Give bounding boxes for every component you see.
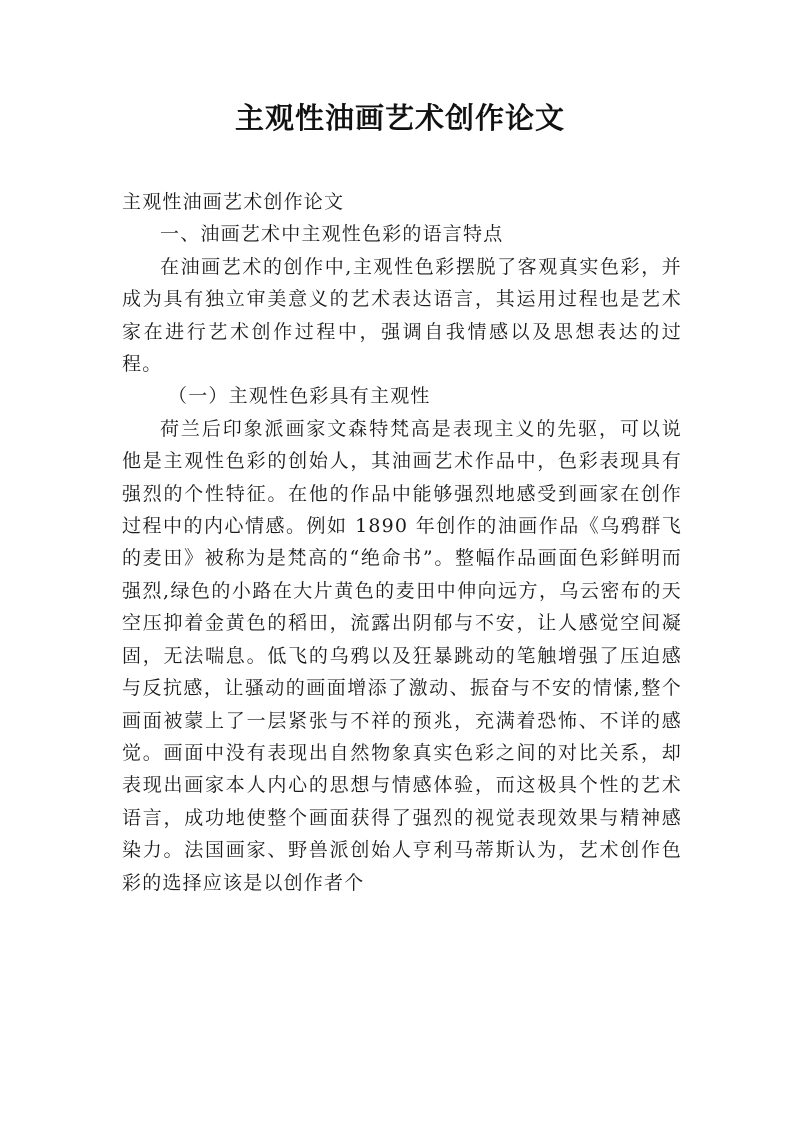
body-paragraph: 在油画艺术的创作中,主观性色彩摆脱了客观真实色彩，并成为具有独立审美意义的艺术表达语言，其运用过程也是艺术家在进行艺术创作过程中，强调自我情感以及思想表达的过程。	[122, 255, 682, 376]
body-paragraph: 荷兰后印象派画家文森特梵高是表现主义的先驱，可以说他是主观性色彩的创始人，其油画艺术作品中，色彩表现具有强烈的个性特征。在他的作品中能够强烈地感受到画家在创作过程中的内心情感。例如 1890 年创作的油画作品《乌鸦群飞的麦田》被称为是梵高的“绝命书”。整幅作品画面色彩鲜明而强烈,绿色的小路在大片黄色的麦田中伸向远方，乌云密布的天空压抑着金黄色的稻田，流露出阴郁与不安，让人感觉空间凝固，无法喘息。低飞的乌鸦以及狂暴跳动的笔触增强了压迫感与反抗感，让骚动的画面增添了激动、振奋与不安的情愫,整个画面被蒙上了一层紧张与不祥的预兆，充满着恐怖、不详的感觉。画面中没有表现出自然物象真实色彩之间的对比关系，却表现出画家本人内心的思想与情感体验，而这极具个性的艺术语言，成功地使整个画面获得了强烈的视觉表现效果与精神感染力。法国画家、野兽派创始人亨利马蒂斯认为，艺术创作色彩的选择应该是以创作者个	[122, 417, 682, 894]
document-title: 主观性油画艺术创作论文	[234, 101, 565, 135]
section-heading: 一、油画艺术中主观性色彩的语言特点	[160, 223, 504, 246]
document-subtitle: 主观性油画艺术创作论文	[122, 191, 345, 213]
subsection-heading: （一）主观性色彩具有主观性	[168, 385, 431, 408]
document-body	[122, 186, 682, 899]
